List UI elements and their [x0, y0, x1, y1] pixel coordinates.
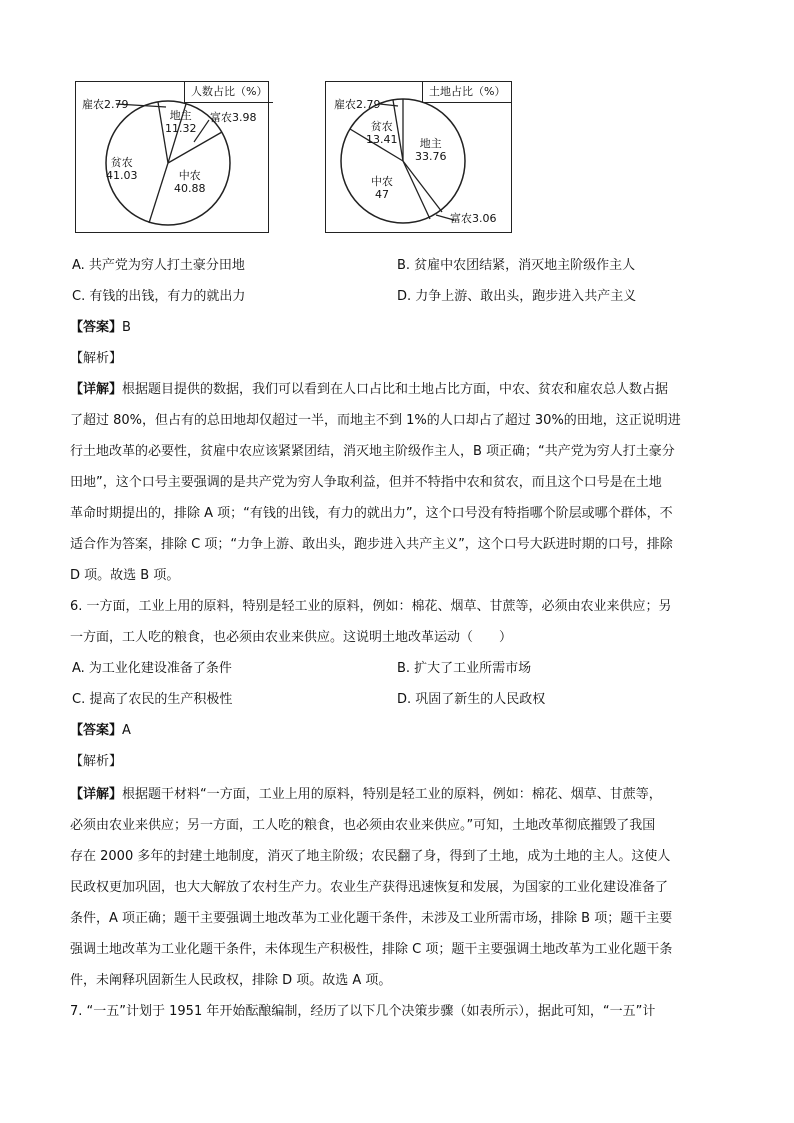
- pie-leader-line: [380, 104, 398, 106]
- q5-answer: 【答案】B: [70, 320, 131, 335]
- label-funong: 富农3.98: [210, 111, 257, 124]
- q6-option-a: A. 为工业化建设准备了条件: [72, 661, 232, 676]
- q5-option-d: D. 力争上游、敢出头，跑步进入共产主义: [397, 289, 637, 304]
- q6-detail-line: 民政权更加巩固，也大大解放了农村生产力。农业生产获得迅速恢复和发展，为国家的工业化建设准备了: [70, 880, 669, 895]
- q6-stem-line: 一方面，工人吃的粮食，也必须由农业来供应。这说明土地改革运动（ ）: [70, 630, 513, 645]
- q6-answer: 【答案】A: [70, 723, 131, 738]
- q6-option-c: C. 提高了农民的生产积极性: [72, 692, 233, 707]
- label-pinnong: 贫农 41.03: [106, 156, 138, 182]
- q7-stem-line: 7. “一五”计划于 1951 年开始酝酿编制，经历了以下几个决策步骤（如表所示），据此可知，“一五”计: [70, 1004, 656, 1019]
- q6-detail-line: 件，未阐释巩固新生人民政权，排除 D 项。故选 A 项。: [70, 973, 392, 988]
- chart-title: 人数占比（%）: [184, 82, 273, 103]
- q6-detail-line: 必须由农业来供应；另一方面，工人吃的粮食，也必须由农业来供应。”可知，土地改革彻底摧毁了我国: [70, 818, 656, 833]
- q5-detail-line: 行土地改革的必要性，贫雇中农应该紧紧团结，消灭地主阶级作主人，B 项正确；“共产党为穷人打土豪分: [70, 444, 675, 459]
- q6-detail-line: 强调土地改革为工业化题干条件，未体现生产积极性，排除 C 项；题干主要强调土地改革为工业化题干条: [70, 942, 673, 957]
- q5-detail-line: 【详解】根据题目提供的数据，我们可以看到在人口占比和土地占比方面，中农、贫农和雇农总人数占据: [70, 382, 669, 397]
- chart-title: 土地占比（%）: [422, 82, 511, 103]
- label-funong: 富农3.06: [450, 212, 497, 225]
- q6-option-d: D. 巩固了新生的人民政权: [397, 692, 546, 707]
- q6-option-b: B. 扩大了工业所需市场: [397, 661, 532, 676]
- label-zhongnong: 中农 40.88: [174, 169, 206, 195]
- q6-detail-line: 存在 2000 多年的封建土地制度，消灭了地主阶级；农民翻了身，得到了土地，成为土地的主人。这使人: [70, 849, 671, 864]
- q6-stem-line: 6. 一方面，工业上用的原料，特别是轻工业的原料，例如：棉花、烟草、甘蔗等，必须由农业来供应；另: [70, 599, 672, 614]
- q5-detail-line: 田地”，这个口号主要强调的是共产党为穷人争取利益，但并不特指中农和贫农，而且这个口号是在土地: [70, 475, 662, 490]
- q5-detail-line: 适合作为答案，排除 C 项；“力争上游、敢出头，跑步进入共产主义”，这个口号大跃进时期的口号，排除: [70, 537, 673, 552]
- pie-chart-population: [75, 81, 269, 233]
- label-dizhu: 地主 11.32: [165, 109, 197, 135]
- pie-divider: [149, 163, 168, 223]
- label-dizhu: 地主 33.76: [415, 137, 447, 163]
- q6-detail-line: 【详解】根据题干材料“一方面，工业上用的原料，特别是轻工业的原料，例如：棉花、烟草、甘蔗等，: [70, 787, 662, 802]
- q5-detail-line: 了超过 80%，但占有的总田地却仅超过一半，而地主不到 1%的人口却占了超过 30%的田地，这正说明进: [70, 413, 681, 428]
- q5-option-b: B. 贫雇中农团结紧，消灭地主阶级作主人: [397, 258, 636, 273]
- label-gunong: 雇农2.79: [334, 98, 381, 111]
- q5-option-a: A. 共产党为穷人打土豪分田地: [72, 258, 245, 273]
- label-gunong: 雇农2.79: [82, 98, 129, 111]
- q5-option-c: C. 有钱的出钱，有力的就出力: [72, 289, 246, 304]
- q5-detail-line: 革命时期提出的，排除 A 项；“有钱的出钱，有力的就出力”，这个口号没有特指哪个阶层或哪个群体，不: [70, 506, 673, 521]
- q5-detail-line: D 项。故选 B 项。: [70, 568, 180, 583]
- pie-chart-land: [325, 81, 512, 233]
- q6-analysis-heading: 【解析】: [70, 754, 123, 769]
- label-pinnong: 贫农 13.41: [366, 120, 398, 146]
- label-zhongnong: 中农 47: [371, 175, 393, 201]
- q6-detail-line: 条件，A 项正确；题干主要强调土地改革为工业化题干条件，未涉及工业所需市场，排除 B 项；题干主要: [70, 911, 673, 926]
- q5-analysis-heading: 【解析】: [70, 351, 123, 366]
